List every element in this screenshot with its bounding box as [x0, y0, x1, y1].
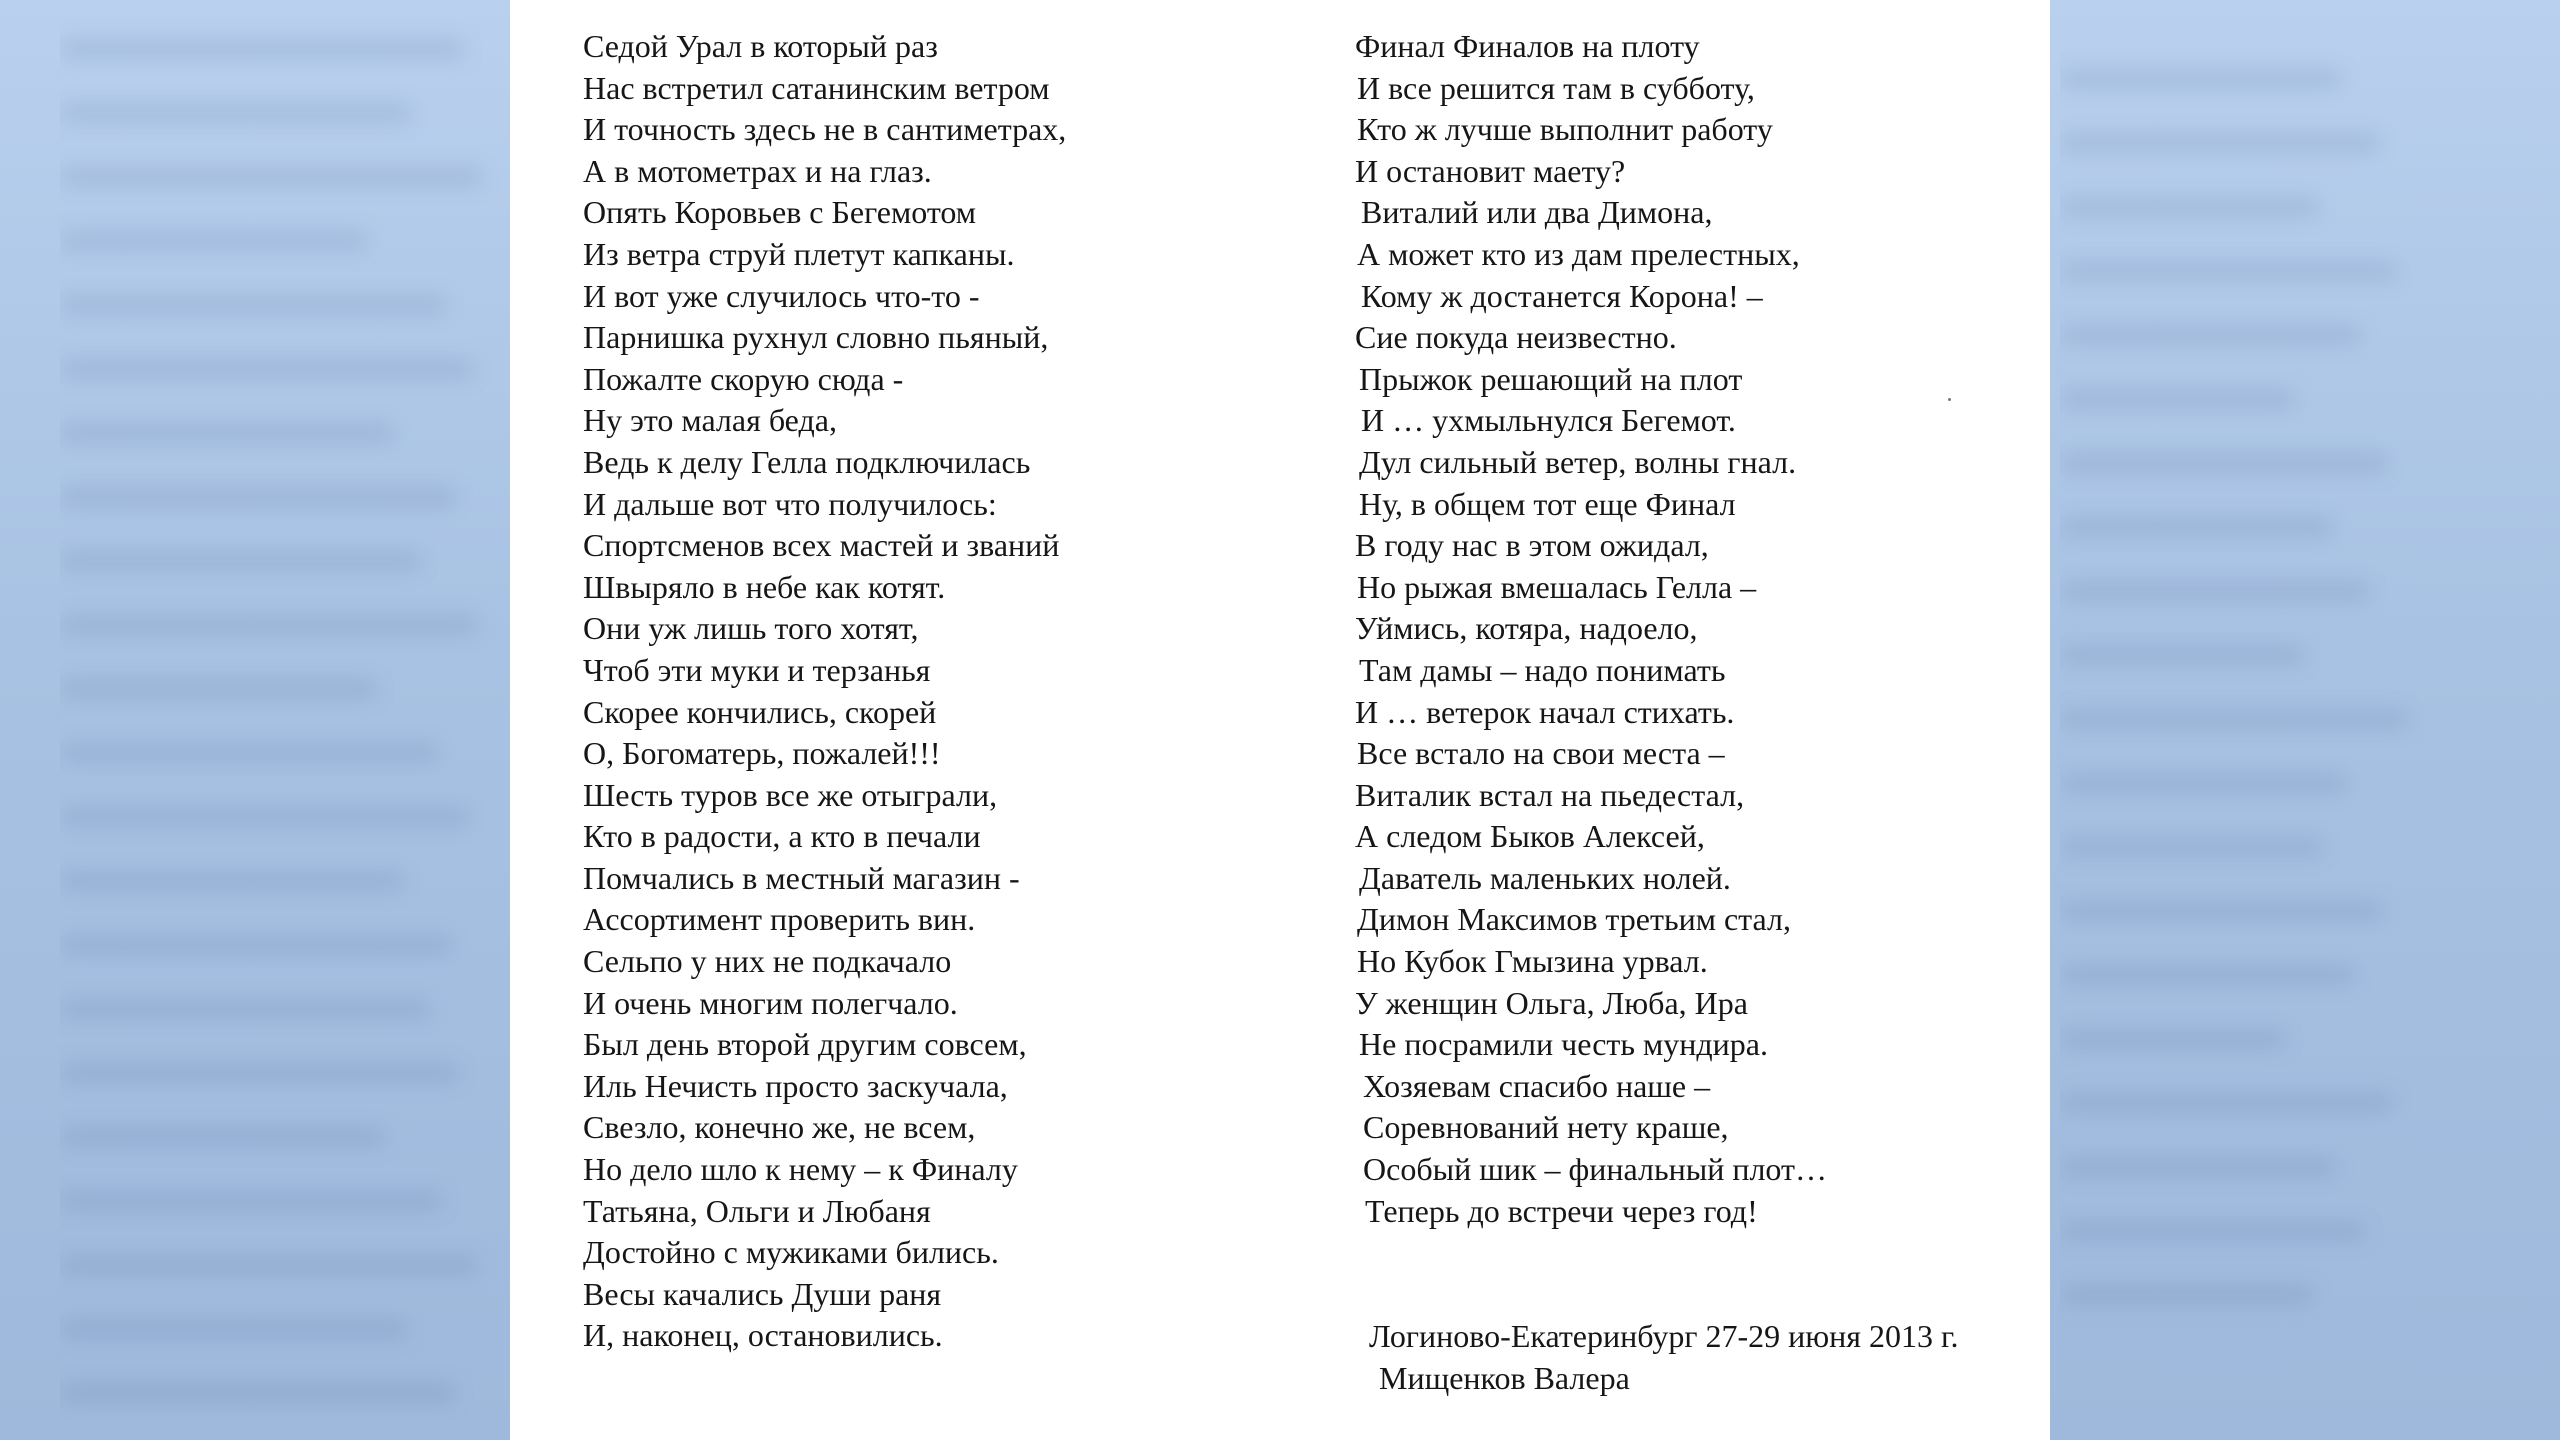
poem-line: Сельпо у них не подкачало [583, 943, 952, 980]
poem-line: Свезло, конечно же, не всем, [583, 1109, 976, 1146]
poem-line: Хозяевам спасибо наше – [1363, 1067, 1711, 1104]
blurred-text-left [60, 0, 500, 1440]
poem-line: Но дело шло к нему – к Финалу [583, 1151, 1018, 1188]
poem-line: Но рыжая вмешалась Гелла – [1357, 568, 1757, 605]
poem-line: А может кто из дам прелестных, [1357, 235, 1800, 272]
blurred-text-right [2060, 0, 2530, 1440]
poem-line: И … ветерок начал стихать. [1355, 693, 1735, 730]
poem-line: Седой Урал в который раз [583, 28, 938, 64]
poem-line: Прыжок решающий на плот [1359, 360, 1743, 397]
poem-right-column [1355, 26, 2045, 1232]
poem-line: Весы качались Души раня [583, 1275, 942, 1312]
poem-line: Дул сильный ветер, волны гнал. [1359, 443, 1797, 480]
poem-line: Швыряло в небе как котят. [583, 568, 946, 605]
poem-line: И очень многим полегчало. [583, 984, 958, 1021]
poem-line: Помчались в местный магазин - [583, 859, 1020, 896]
poem-line: Скорее кончились, скорей [583, 693, 937, 730]
poem-line: И вот уже случилось что-то - [583, 277, 980, 314]
poem-line: Пожалте скорую сюда - [583, 360, 904, 397]
poem-line: А в мотометрах и на глаз. [583, 152, 932, 189]
poem-line: Парнишка рухнул словно пьяный, [583, 319, 1049, 356]
poem-line: И … ухмыльнулся Бегемот. [1361, 402, 1736, 439]
poem-line: Димон Максимов третьим стал, [1357, 901, 1791, 938]
poem-line: Соревнований нету краше, [1363, 1109, 1729, 1146]
poem-line: У женщин Ольга, Люба, Ира [1355, 984, 1748, 1021]
poem-line: Нас встретил сатанинским ветром [583, 69, 1050, 106]
poem-line: Был день второй другим совсем, [583, 1026, 1027, 1063]
poem-line: Теперь до встречи через год! [1365, 1192, 1758, 1229]
poem-line: И, наконец, остановились. [583, 1317, 943, 1354]
poem-line: Ассортимент проверить вин. [583, 901, 976, 938]
poem-line: Виталик встал на пьедестал, [1355, 776, 1745, 813]
poem-line: Кто ж лучше выполнит работу [1357, 111, 1773, 148]
poem-line: Шесть туров все же отыграли, [583, 776, 998, 813]
poem-line: Иль Нечисть просто заскучала, [583, 1067, 1008, 1104]
poem-line: Но Кубок Гмызина урвал. [1357, 943, 1708, 980]
poem-line: А следом Быков Алексей, [1355, 818, 1705, 855]
poem-line: Опять Коровьев с Бегемотом [583, 194, 977, 231]
poem-line: Не посрамили честь мундира. [1359, 1026, 1768, 1063]
poem-line: Татьяна, Ольги и Любаня [583, 1192, 931, 1229]
poem-line: Там дамы – надо понимать [1359, 651, 1726, 688]
signature-place-date: Логиново-Екатеринбург 27-29 июня 2013 г. [1369, 1318, 1959, 1354]
poem-line: И точность здесь не в сантиметрах, [583, 111, 1067, 148]
poem-line: И все решится там в субботу, [1357, 69, 1755, 106]
poem-line: Из ветра струй плетут капканы. [583, 235, 1015, 272]
signature-author: Мищенков Валера [1379, 1360, 1630, 1396]
poem-line: Уймись, котяра, надоело, [1355, 610, 1698, 647]
poem-line: И остановит маету? [1355, 152, 1626, 189]
poem-left-column [583, 26, 1283, 1357]
poem-line: Сие покуда неизвестно. [1355, 319, 1677, 356]
poem-line: Они уж лишь того хотят, [583, 610, 919, 647]
poem-line: Ну, в общем тот еще Финал [1359, 485, 1736, 522]
poem-line: Спортсменов всех мастей и званий [583, 527, 1060, 564]
poem-line: Ну это малая беда, [583, 402, 837, 439]
poem-line: В году нас в этом ожидал, [1355, 527, 1709, 564]
poem-line: Финал Финалов на плоту [1355, 28, 1700, 64]
poem-line: О, Богоматерь, пожалей!!! [583, 735, 941, 772]
poem-line: Достойно с мужиками бились. [583, 1234, 999, 1271]
poem-line: Ведь к делу Гелла подключилась [583, 443, 1031, 480]
poem-line: Виталий или два Димона, [1361, 194, 1713, 231]
poem-line: И дальше вот что получилось: [583, 485, 997, 522]
poem-line: Даватель маленьких нолей. [1359, 859, 1731, 896]
poem-line: Все встало на свои места – [1357, 735, 1725, 772]
document-page [510, 0, 2050, 1440]
poem-line: Особый шик – финальный плот… [1363, 1151, 1827, 1188]
signature-block [1369, 1315, 1958, 1399]
poem-line: Кому ж достанется Корона! – [1361, 277, 1763, 314]
poem-line: Кто в радости, а кто в печали [583, 818, 981, 855]
poem-line: Чтоб эти муки и терзанья [583, 651, 931, 688]
